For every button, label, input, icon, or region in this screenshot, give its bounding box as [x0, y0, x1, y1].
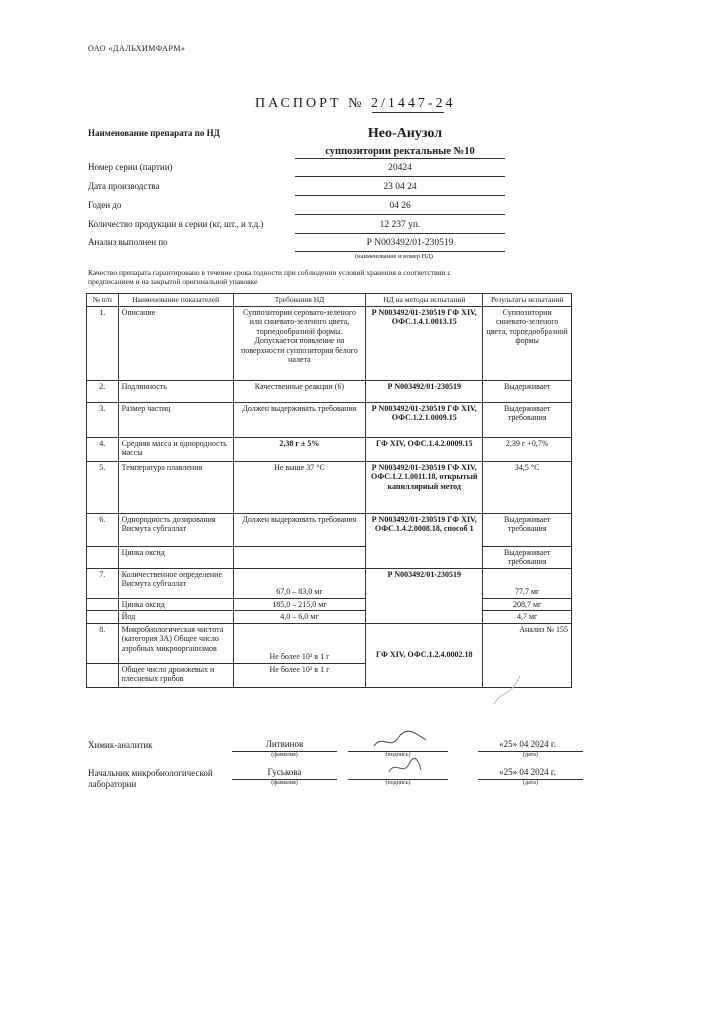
header-results: Результаты испытаний — [483, 294, 572, 307]
row-no — [87, 598, 119, 611]
chemist-sign-caption: (подпись) — [385, 752, 411, 758]
row-result: Суппозитории синевато-зеленого цвета, торпедообразной формы — [483, 306, 572, 380]
row-result: Выдерживает требования — [483, 513, 572, 546]
drug-underline — [295, 158, 505, 159]
row-nd: Р N003492/01-230519 ГФ XIV, ОФС.1.2.1.0009.15 — [366, 402, 483, 437]
table-row — [87, 306, 572, 380]
row-result: 2,39 г +0,7% — [483, 437, 572, 461]
header-no: № п/п — [87, 294, 119, 307]
row-name: Общее число дрожжевых и плесневых грибов — [118, 663, 233, 687]
row-no: 4. — [87, 437, 119, 461]
drug-form: суппозитории ректальные №10 — [325, 146, 475, 157]
passport-title: ПАСПОРТ № 2/1447-24 — [255, 96, 456, 111]
row-nd: Р N003492/01-230519 — [366, 568, 483, 623]
table-row — [87, 546, 572, 568]
drug-name: Нео-Анузол — [367, 126, 443, 141]
row-name: Однородность дозирования Висмута субгаллат — [118, 513, 233, 546]
row-requirement: 185,0 – 215,0 мг — [233, 598, 365, 611]
row-nd: Р N003492/01-230519 ГФ XIV, ОФС.1.2.1.0011.18, открытый капиллярный метод — [366, 461, 483, 513]
header-requirements: Требования НД — [233, 294, 365, 307]
quantity-value: 12 237 уп. — [379, 220, 421, 230]
row-requirement: Качественные реакции (6) — [233, 380, 365, 402]
row-requirement: Должен выдерживать требования — [233, 513, 365, 546]
row-name: Количественное определение Висмута субгаллат — [118, 568, 233, 598]
header-nd: НД на методы испытаний — [366, 294, 483, 307]
table-row — [87, 380, 572, 402]
table-row — [87, 402, 572, 437]
row-result: 4,7 мг — [483, 611, 572, 624]
series-label: Номер серии (партии) — [88, 162, 173, 172]
company-name: ОАО «ДАЛЬХИМФАРМ» — [88, 44, 186, 53]
date-label: Дата производства — [88, 181, 160, 191]
row-requirement — [233, 546, 365, 568]
quantity-label: Количество продукции в серии (кг, шт., и т.д.) — [88, 219, 264, 229]
analysis-caption: (наименование и номер НД) — [355, 253, 433, 260]
table-row — [87, 437, 572, 461]
row-nd: ГФ XIV, ОФС.1.4.2.0009.15 — [366, 437, 483, 461]
date-value: 23 04 24 — [383, 182, 417, 192]
row-requirement: Не выше 37 °С — [233, 461, 365, 513]
row-nd: ГФ XIV, ОФС.1.2.4.0002.18 — [366, 623, 483, 687]
row-no — [87, 546, 119, 568]
analysis-underline — [295, 251, 505, 252]
row-name: Средняя масса и однородность массы — [118, 437, 233, 461]
row-no: 3. — [87, 402, 119, 437]
series-value: 20424 — [388, 163, 412, 173]
row-requirement: 4,0 – 6,0 мг — [233, 611, 365, 624]
handwritten-mark — [490, 670, 530, 710]
head-date-caption: (дата) — [523, 780, 538, 786]
head-signature — [385, 756, 425, 778]
analysis-label: Анализ выполнен по — [88, 237, 168, 247]
row-no: 5. — [87, 461, 119, 513]
row-name: Микробиологическая чистота (категория 3А) Общее число аэробных микроорганизмов — [118, 623, 233, 663]
row-no: 2. — [87, 380, 119, 402]
table-row — [87, 623, 572, 663]
row-result: 34,5 °С — [483, 461, 572, 513]
row-name: Цинка оксид — [118, 598, 233, 611]
row-requirement: Не более 10² в 1 г — [233, 663, 365, 687]
row-requirement: Суппозитории серовато-зеленого или синевато-зеленого цвета, торпедообразной формы. Допускается появление на поверхности суппозитория белого налета — [233, 306, 365, 380]
table-header-row — [87, 294, 572, 307]
row-no — [87, 611, 119, 624]
chemist-label: Химик-аналитик — [88, 740, 153, 750]
row-name: Цинка оксид — [118, 546, 233, 568]
head-sign-caption: (подпись) — [385, 780, 411, 786]
row-name: Йод — [118, 611, 233, 624]
row-result: Выдерживает — [483, 380, 572, 402]
row-result: Выдерживает требования — [483, 402, 572, 437]
series-underline — [295, 176, 505, 177]
row-requirement: 2,38 г ± 5% — [233, 437, 365, 461]
results-table — [86, 293, 572, 688]
row-result: 208,7 мг — [483, 598, 572, 611]
row-requirement: Должен выдерживать требования — [233, 402, 365, 437]
row-result: Анализ № 155 — [483, 623, 572, 687]
row-result: Выдерживает требования — [483, 546, 572, 568]
head-name-caption: (фамилия) — [271, 780, 298, 786]
chemist-date: «25» 04 2024 г. — [499, 739, 556, 749]
row-name: Описание — [118, 306, 233, 380]
row-name: Подлинность — [118, 380, 233, 402]
table-row — [87, 461, 572, 513]
row-requirement: Не более 10³ в 1 г — [233, 623, 365, 663]
row-no: 1. — [87, 306, 119, 380]
row-nd: Р N003492/01-230519 — [366, 380, 483, 402]
head-label: Начальник микробиологической лаборатории — [88, 768, 213, 789]
table-row — [87, 598, 572, 611]
guarantee-text: Качество препарата гарантировано в течение срока годности при соблюдении условий хранения в соответствии с предписанием и на закрытой оригинальной упаковке — [88, 268, 451, 286]
head-date: «25» 04 2024 г. — [499, 767, 556, 777]
analysis-value: Р N003492/01-230519 — [366, 238, 454, 248]
row-requirement: 67,0 – 83,0 мг — [233, 568, 365, 598]
expiry-value: 04 26 — [389, 201, 411, 211]
row-result: 77,7 мг — [483, 568, 572, 598]
row-no: 7. — [87, 568, 119, 598]
row-no: 8. — [87, 623, 119, 663]
row-no: 6. — [87, 513, 119, 546]
table-row — [87, 513, 572, 546]
table-row — [87, 568, 572, 598]
table-row — [87, 611, 572, 624]
chemist-date-caption: (дата) — [523, 752, 538, 758]
chemist-signature — [370, 728, 430, 752]
row-nd: Р N003492/01-230519 ГФ XIV, ОФС.1.4.2.0008.18, способ 1 — [366, 513, 483, 568]
chemist-name-caption: (фамилия) — [271, 752, 298, 758]
head-name: Гуськова — [267, 767, 302, 777]
title-underline — [372, 112, 444, 113]
expiry-label: Годен до — [88, 200, 122, 210]
header-name: Наименование показателей — [118, 294, 233, 307]
row-name: Температура плавления — [118, 461, 233, 513]
drug-label: Наименование препарата по НД — [88, 128, 220, 138]
row-name: Размер частиц — [118, 402, 233, 437]
chemist-name: Литвинов — [265, 739, 304, 749]
expiry-underline — [295, 214, 505, 215]
row-nd: Р N003492/01-230519 ГФ XIV, ОФС.1.4.1.0013.15 — [366, 306, 483, 380]
date-underline — [295, 195, 505, 196]
row-no — [87, 663, 119, 687]
quantity-underline — [295, 233, 505, 234]
